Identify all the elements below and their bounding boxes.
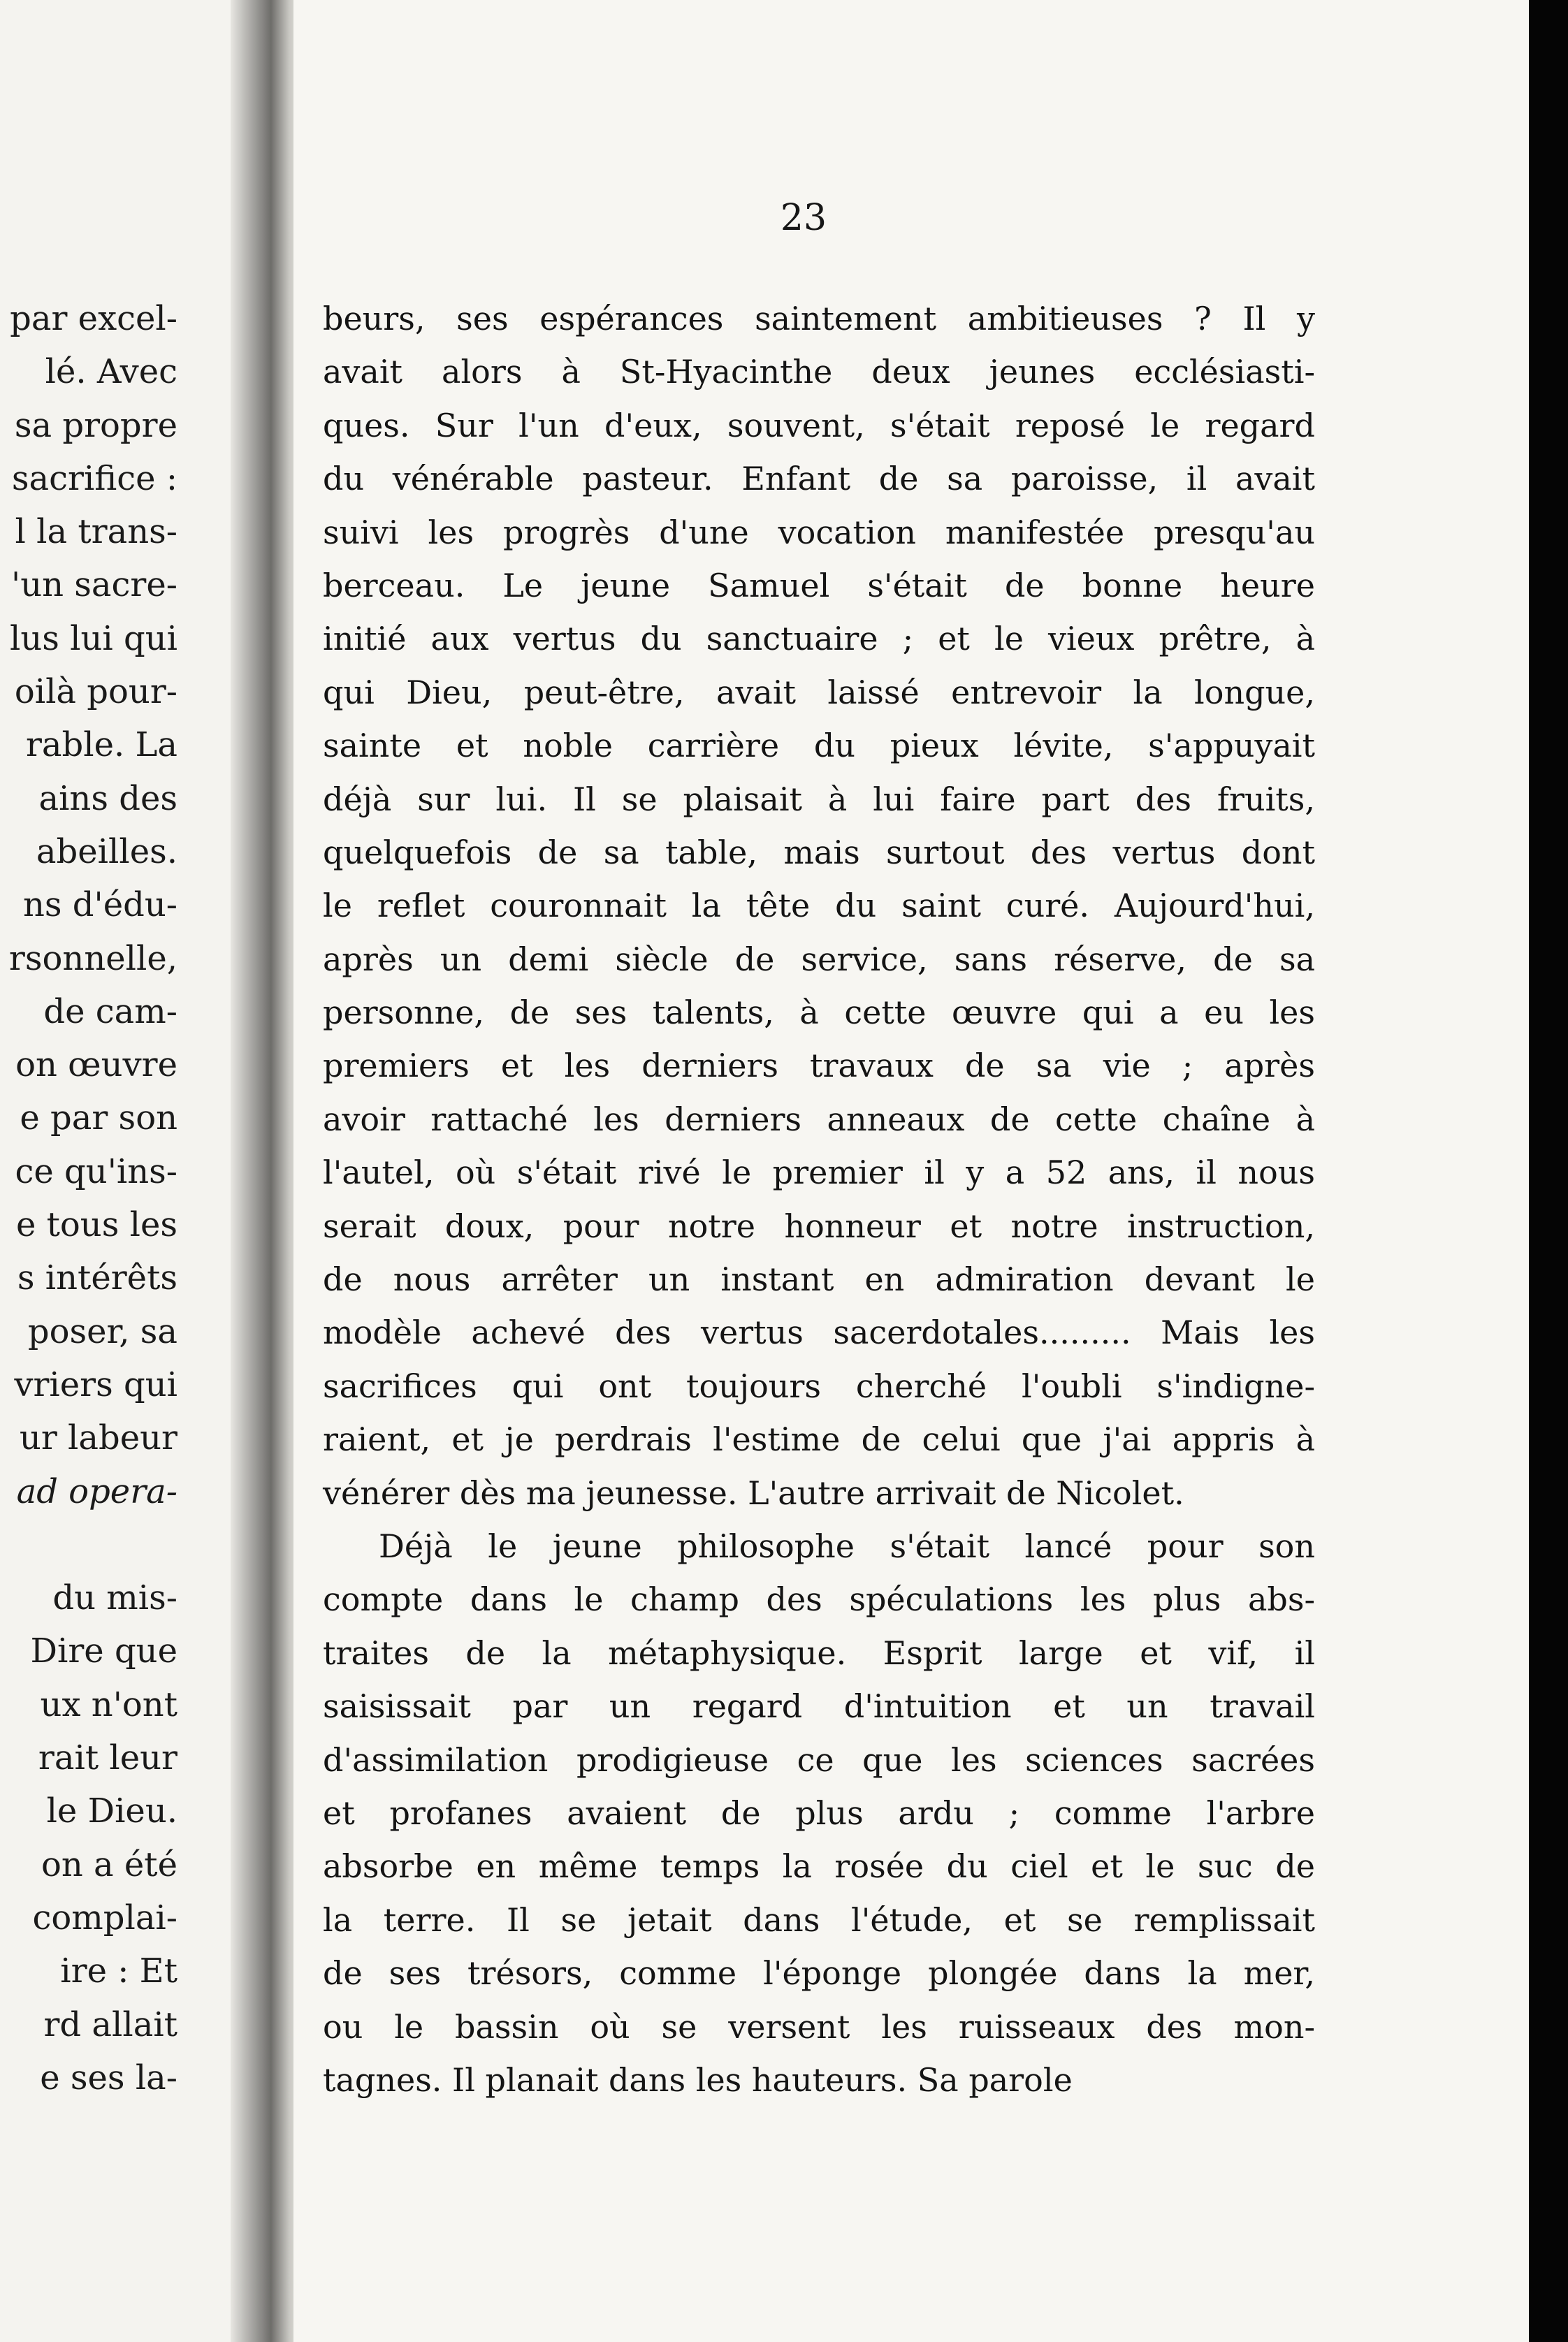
text-line: Déjà le jeune philosophe s'était lancé pour son <box>379 1527 1315 1565</box>
scan-border-right <box>1529 0 1568 2342</box>
facing-page-line: ur labeur <box>19 1418 177 1458</box>
text-line: compte dans le champ des spéculations les plus abs- <box>323 1580 1315 1619</box>
text-line: sainte et noble carrière du pieux lévite, s'appuyait <box>323 727 1315 765</box>
facing-page-line: lus lui qui <box>9 618 177 658</box>
text-line: personne, de ses talents, à cette œuvre qui a eu les <box>323 994 1315 1032</box>
facing-page-line: rable. La <box>25 725 177 765</box>
text-line: beurs, ses espérances saintement ambitieuses ? Il y <box>323 300 1315 337</box>
text-line: serait doux, pour notre honneur et notre instruction, <box>323 1207 1315 1245</box>
paragraph <box>323 1520 1315 2107</box>
text-line: absorbe en même temps la rosée du ciel et le suc de <box>323 1847 1315 1886</box>
facing-page-line: lé. Avec <box>45 352 177 392</box>
text-line: et profanes avaient de plus ardu ; comme l'arbre <box>323 1794 1315 1832</box>
paragraph <box>323 292 1315 1520</box>
text-line: tagnes. Il planait dans les hauteurs. Sa parole <box>323 2060 1073 2099</box>
facing-page-line: par excel- <box>10 299 177 338</box>
facing-page-line: abeilles. <box>36 831 177 871</box>
facing-page-line: sa propre <box>14 405 177 445</box>
text-line: ques. Sur l'un d'eux, souvent, s'était reposé le regard <box>323 406 1315 444</box>
facing-page-line: e ses la- <box>40 2058 177 2097</box>
text-line: vénérer dès ma jeunesse. L'autre arrivait de Nicolet. <box>323 1474 1184 1512</box>
facing-page-line: Dire que <box>30 1631 177 1671</box>
text-line: d'assimilation prodigieuse ce que les sciences sacrées <box>323 1740 1315 1779</box>
text-line: avait alors à St-Hyacinthe deux jeunes ecclésiasti- <box>323 353 1315 391</box>
page-number: 23 <box>780 197 827 239</box>
text-line: premiers et les derniers travaux de sa vie ; après <box>323 1047 1315 1085</box>
facing-page-line: du mis- <box>52 1578 177 1618</box>
facing-page-line: ce qu'ins- <box>15 1151 177 1191</box>
text-line: raient, et je perdrais l'estime de celui que j'ai appris à <box>323 1420 1315 1459</box>
facing-page-line: on œuvre <box>15 1045 177 1085</box>
text-line: la terre. Il se jetait dans l'étude, et se remplissait <box>323 1900 1315 1939</box>
facing-page-line: e tous les <box>15 1205 177 1245</box>
facing-page-line: sacrifice : <box>11 458 177 498</box>
facing-page-line: de cam- <box>43 991 177 1031</box>
facing-page-line: complai- <box>32 1898 177 1937</box>
facing-page-line: e par son <box>20 1098 177 1138</box>
text-line: quelquefois de sa table, mais surtout des vertus dont <box>323 833 1315 871</box>
facing-page-line: ns d'édu- <box>23 885 177 925</box>
text-line: déjà sur lui. Il se plaisait à lui faire part des fruits, <box>323 780 1315 818</box>
text-line: du vénérable pasteur. Enfant de sa paroisse, il avait <box>323 460 1315 498</box>
text-line: après un demi siècle de service, sans réserve, de sa <box>323 940 1315 978</box>
facing-page-text <box>0 292 177 2104</box>
facing-page-line: ire : Et <box>60 1951 177 1991</box>
text-line: ou le bassin où se versent les ruisseaux des mon- <box>323 2007 1315 2046</box>
facing-page-line <box>0 1518 177 1571</box>
facing-page-line: rd allait <box>43 2005 177 2044</box>
text-line: suivi les progrès d'une vocation manifestée presqu'au <box>323 513 1315 551</box>
facing-page-line: on a été <box>41 1845 177 1884</box>
text-line: saisissait par un regard d'intuition et un travail <box>323 1687 1315 1726</box>
facing-page-line: s intérêts <box>17 1258 177 1298</box>
facing-page-line: ad opera- <box>16 1471 177 1511</box>
text-line: initié aux vertus du sanctuaire ; et le vieux prêtre, à <box>323 620 1315 658</box>
text-line: de ses trésors, comme l'éponge plongée dans la mer, <box>323 1954 1315 1993</box>
text-line: qui Dieu, peut-être, avait laissé entrevoir la longue, <box>323 673 1315 711</box>
text-line: l'autel, où s'était rivé le premier il y a 52 ans, il nous <box>323 1154 1315 1192</box>
text-line: de nous arrêter un instant en admiration devant le <box>323 1260 1315 1299</box>
facing-page-line: le Dieu. <box>46 1791 177 1831</box>
page-body-text <box>323 292 1315 2107</box>
facing-page-line: ains des <box>38 778 177 818</box>
facing-page-line: ux n'ont <box>40 1685 177 1724</box>
facing-page-line: l la trans- <box>15 512 177 552</box>
facing-page-line: oilà pour- <box>14 672 177 712</box>
text-line: berceau. Le jeune Samuel s'était de bonne heure <box>323 566 1315 604</box>
facing-page-line: poser, sa <box>27 1311 177 1351</box>
facing-page-line: rait leur <box>38 1738 177 1778</box>
facing-page-left <box>0 0 260 2342</box>
facing-page-line: 'un sacre- <box>11 565 177 605</box>
text-line: avoir rattaché les derniers anneaux de cette chaîne à <box>323 1100 1315 1138</box>
text-line: le reflet couronnait la tête du saint curé. Aujourd'hui, <box>323 887 1315 925</box>
facing-page-line: vriers qui <box>14 1365 177 1404</box>
text-line: modèle achevé des vertus sacerdotales......... Mais les <box>323 1314 1315 1352</box>
text-line: traites de la métaphysique. Esprit large et vif, il <box>323 1634 1315 1672</box>
facing-page-line: rsonnelle, <box>8 938 177 978</box>
text-line: sacrifices qui ont toujours cherché l'oubli s'indigne- <box>323 1367 1315 1405</box>
